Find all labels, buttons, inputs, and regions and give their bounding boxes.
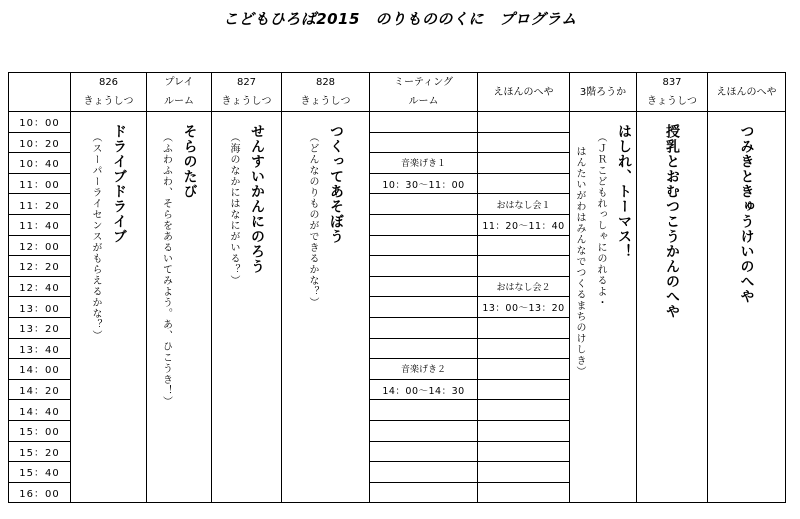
ehon-slot xyxy=(478,462,570,483)
schedule-table xyxy=(8,72,786,503)
ehon-event-time: 13：00～13：20 xyxy=(478,297,570,318)
ehon-slot xyxy=(478,359,570,380)
meeting-slot xyxy=(370,400,478,421)
program-soranotabi: そらのたび （ふわふわ、そらをあるいてみよう。あ、ひこうき！） xyxy=(147,112,212,503)
time-cell: 15：40 xyxy=(9,462,71,483)
time-cell: 14：40 xyxy=(9,400,71,421)
meeting-slot xyxy=(370,112,478,133)
meeting-slot xyxy=(370,338,478,359)
ehon-event-time: 11：20～11：40 xyxy=(478,214,570,235)
meeting-slot xyxy=(370,462,478,483)
time-cell: 13：20 xyxy=(9,317,71,338)
meeting-event-label: 音楽げき２ xyxy=(370,359,478,380)
ehon-event-label: おはなし会１ xyxy=(478,194,570,215)
time-cell: 11：20 xyxy=(9,194,71,215)
program-drive: ドライブドライブ （スーパーライセンスがもらえるかな？） xyxy=(71,112,147,503)
time-cell: 10：00 xyxy=(9,112,71,133)
meeting-slot xyxy=(370,214,478,235)
time-cell: 14：00 xyxy=(9,359,71,380)
meeting-slot xyxy=(370,276,478,297)
ehon-slot xyxy=(478,317,570,338)
header-ehon: えほんのへや xyxy=(478,73,570,112)
time-cell: 13：00 xyxy=(9,297,71,318)
ehon-slot xyxy=(478,235,570,256)
header-meeting-room: ミーティング ルーム xyxy=(370,73,478,112)
meeting-event-time: 14：00～14：30 xyxy=(370,379,478,400)
header-827: 827 きょうしつ xyxy=(212,73,282,112)
meeting-slot xyxy=(370,235,478,256)
time-cell: 12：40 xyxy=(9,276,71,297)
meeting-slot xyxy=(370,256,478,277)
program-nursing-room: 授乳とおむつこうかんのへや xyxy=(637,112,708,503)
header-ehon-2: えほんのへや xyxy=(708,73,786,112)
header-3f-hallway: 3階ろうか xyxy=(570,73,637,112)
time-cell: 11：00 xyxy=(9,173,71,194)
ehon-slot xyxy=(478,400,570,421)
header-corner xyxy=(9,73,71,112)
header-828: 828 きょうしつ xyxy=(282,73,370,112)
meeting-slot xyxy=(370,482,478,503)
time-cell: 14：20 xyxy=(9,379,71,400)
time-cell: 10：40 xyxy=(9,153,71,174)
ehon-slot xyxy=(478,482,570,503)
ehon-slot xyxy=(478,112,570,133)
time-cell: 15：00 xyxy=(9,420,71,441)
time-cell: 11：40 xyxy=(9,214,71,235)
ehon-slot xyxy=(478,256,570,277)
page-title: こどもひろば2015 のりもののくに プログラム xyxy=(223,10,577,28)
meeting-event-label: 音楽げき１ xyxy=(370,153,478,174)
time-cell: 10：20 xyxy=(9,132,71,153)
program-tsumiki: つみきときゅうけいのへや xyxy=(708,112,786,503)
ehon-slot xyxy=(478,379,570,400)
program-tsukutte: つくってあそぼう （どんなのりものができるかな？） xyxy=(282,112,370,503)
ehon-event-label: おはなし会２ xyxy=(478,276,570,297)
ehon-slot xyxy=(478,173,570,194)
header-row xyxy=(9,73,786,112)
meeting-slot xyxy=(370,194,478,215)
time-cell: 16：00 xyxy=(9,482,71,503)
header-826: 826 きょうしつ xyxy=(71,73,147,112)
header-playroom: プレイ ルーム xyxy=(147,73,212,112)
meeting-event-time: 10：30～11：00 xyxy=(370,173,478,194)
program-submarine: せんすいかんにのろう （海のなかにはなにがいる？） xyxy=(212,112,282,503)
meeting-slot xyxy=(370,441,478,462)
ehon-slot xyxy=(478,132,570,153)
header-837: 837 きょうしつ xyxy=(637,73,708,112)
ehon-slot xyxy=(478,420,570,441)
time-cell: 13：40 xyxy=(9,338,71,359)
time-cell: 12：00 xyxy=(9,235,71,256)
time-cell: 12：20 xyxy=(9,256,71,277)
ehon-slot xyxy=(478,338,570,359)
ehon-slot xyxy=(478,153,570,174)
meeting-slot xyxy=(370,317,478,338)
meeting-slot xyxy=(370,132,478,153)
meeting-slot xyxy=(370,297,478,318)
meeting-slot xyxy=(370,420,478,441)
ehon-slot xyxy=(478,441,570,462)
program-thomas: はしれ、トーマス！ （ＪＲこどもれっしゃにのれるよ・ はんたいがわはみんなでつくるまちのけしき） xyxy=(570,112,637,503)
time-cell: 15：20 xyxy=(9,441,71,462)
